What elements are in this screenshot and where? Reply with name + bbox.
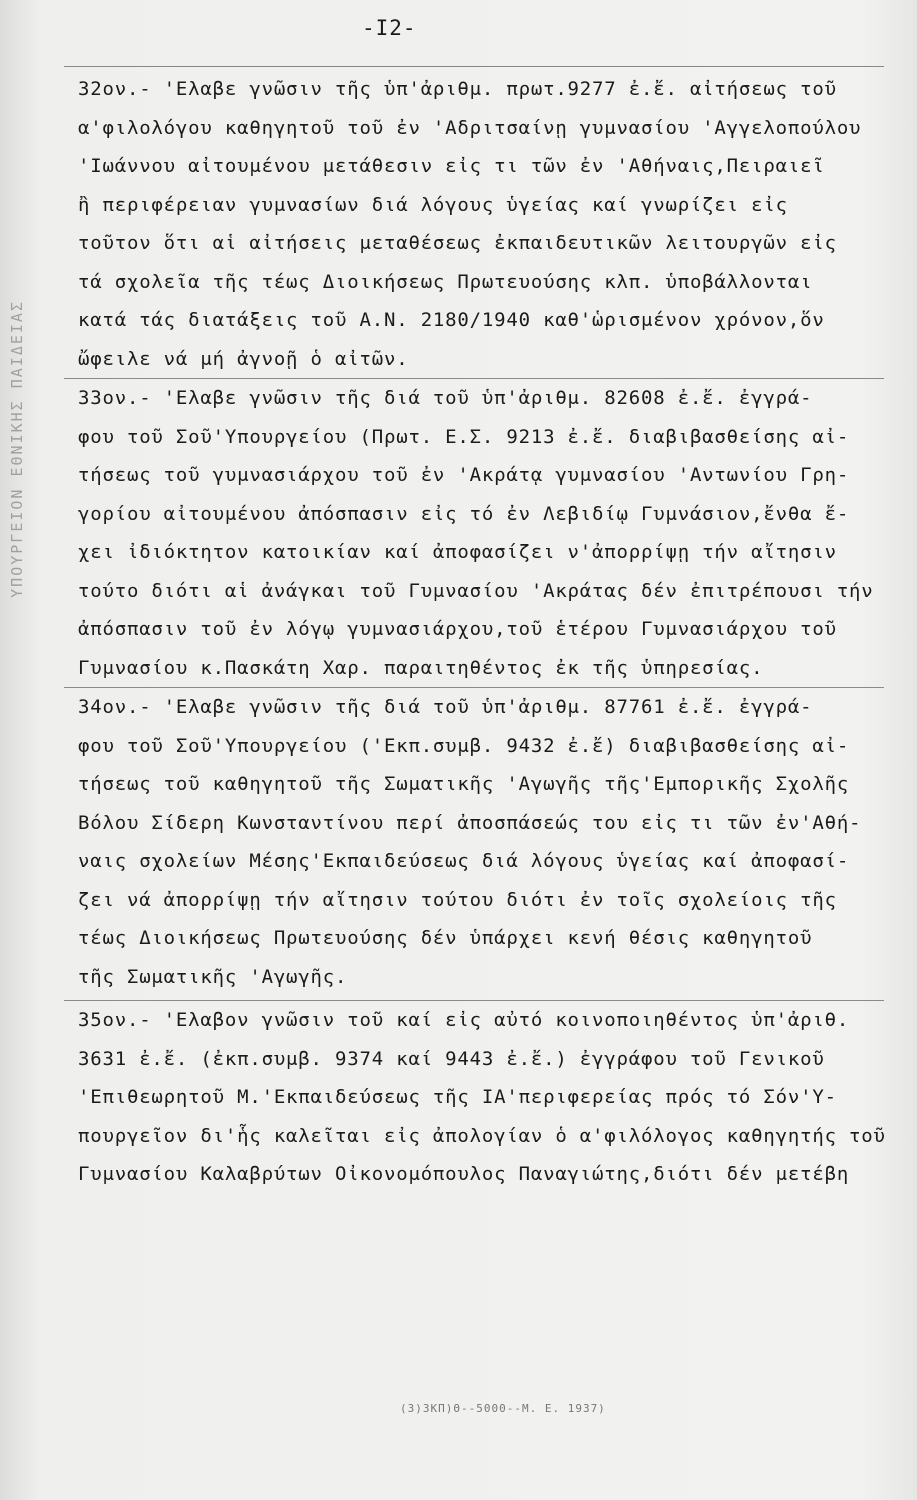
text-line: Γυμνασίου κ.Πασκάτη Χαρ. παραιτηθέντος ἐκ τῆς ὑπηρεσίας.	[78, 656, 764, 679]
text-line: φου τοῦ Σοῦ'Υπουργείου ('Εκπ.συμβ. 9432 ἐ.ἔ) διαβιβασθείσης αἰ-	[78, 734, 850, 757]
text-line: α'φιλολόγου καθηγητοῦ τοῦ ἐν 'Αδριτσαίνῃ γυμνασίου 'Αγγελοπούλου	[78, 116, 862, 139]
text-line: τήσεως τοῦ γυμνασιάρχου τοῦ ἐν 'Ακράτᾳ γυμνασίου 'Αντωνίου Γρη-	[78, 464, 850, 486]
text-line: τήσεως τοῦ καθηγητοῦ τῆς Σωματικῆς 'Αγωγῆς τῆς'Εμπορικῆς Σχολῆς	[78, 773, 850, 795]
top-rule	[64, 66, 884, 67]
text-line: Βόλου Σίδερη Κωνσταντίνου περί ἀποσπάσεώς του εἰς τι τῶν ἐν'Αθή-	[78, 811, 862, 834]
text-line: ἢ περιφέρειαν γυμνασίων διά λόγους ὑγείας καί γνωρίζει εἰς	[78, 193, 788, 216]
minutes-body	[78, 70, 908, 1194]
text-line: τά σχολεῖα τῆς τέως Διοικήσεως Πρωτευούσης κλπ. ὑποβάλλονται	[78, 270, 813, 293]
text-line: γορίου αἰτουμένου ἀπόσπασιν εἰς τό ἐν Λεβιδίῳ Γυμνάσιον,ἔνθα ἔ-	[78, 502, 850, 525]
text-line: 35ον.- 'Ελαβον γνῶσιν τοῦ καί εἰς αὐτό κοινοποιηθέντος ὑπ'ἀριθ.	[78, 1009, 850, 1031]
text-line: 34ον.- 'Ελαβε γνῶσιν τῆς διά τοῦ ὑπ'ἀριθμ. 87761 ἐ.ἔ. ἐγγρά-	[78, 696, 813, 718]
text-line: 'Ιωάννου αἰτουμένου μετάθεσιν εἰς τι τῶν ἐν 'Αθήναις,Πειραιεῖ	[78, 155, 825, 177]
entry-34	[78, 688, 908, 996]
text-line: κατά τάς διατάξεις τοῦ Α.Ν. 2180/1940 καθ'ὡρισμένον χρόνον,ὅν	[78, 309, 825, 331]
entry-32	[78, 70, 908, 378]
text-line: ἀπόσπασιν τοῦ ἐν λόγῳ γυμνασιάρχου,τοῦ ἑτέρου Γυμνασιάρχου τοῦ	[78, 618, 837, 640]
entry-33	[78, 379, 908, 687]
text-line: χει ἰδιόκτητον κατοικίαν καί ἀποφασίζει ν'ἀπορρίψῃ τήν αἴτησιν	[78, 541, 837, 563]
margin-stamp-text: ΥΠΟΥΡΓΕΙΟΝ ΕΘΝΙΚΗΣ ΠΑΙΔΕΙΑΣ	[8, 300, 26, 598]
text-line: ὤφειλε νά μή ἀγνοῇ ὁ αἰτῶν.	[78, 347, 409, 370]
text-line: τούτο διότι αἱ ἀνάγκαι τοῦ Γυμνασίου 'Ακράτας δέν ἐπιτρέπουσι τήν	[78, 579, 874, 602]
text-line: τῆς Σωματικῆς 'Αγωγῆς.	[78, 965, 348, 988]
text-line: πουργεῖον δι'ἧς καλεῖται εἰς ἀπολογίαν ὁ α'φιλόλογος καθηγητής τοῦ	[78, 1124, 886, 1147]
text-line: 33ον.- 'Ελαβε γνῶσιν τῆς διά τοῦ ὑπ'ἀριθμ. 82608 ἐ.ἔ. ἐγγρά-	[78, 387, 813, 409]
text-line: 'Επιθεωρητοῦ Μ.'Εκπαιδεύσεως τῆς ΙΑ'περιφερείας πρός τό Σόν'Υ-	[78, 1086, 837, 1108]
text-line: 3631 ἐ.ἔ. (ἐκπ.συμβ. 9374 καί 9443 ἐ.ἔ.) ἐγγράφου τοῦ Γενικοῦ	[78, 1047, 825, 1070]
text-line: ναις σχολείων Μέσης'Εκπαιδεύσεως διά λόγους ὑγείας καί ἀποφασί-	[78, 850, 850, 872]
page-number: -I2-	[362, 16, 417, 40]
text-line: ζει νά ἀπορρίψῃ τήν αἴτησιν τούτου διότι ἐν τοῖς σχολείοις τῆς	[78, 888, 837, 911]
text-line: τέως Διοικήσεως Πρωτευούσης δέν ὑπάρχει κενή θέσις καθηγητοῦ	[78, 927, 813, 949]
text-line: 32ον.- 'Ελαβε γνῶσιν τῆς ὑπ'ἀριθμ. πρωτ.9277 ἐ.ἔ. αἰτήσεως τοῦ	[78, 78, 837, 100]
text-line: φου τοῦ Σοῦ'Υπουργείου (Πρωτ. Ε.Σ. 9213 ἐ.ἔ. διαβιβασθείσης αἰ-	[78, 425, 850, 448]
entry-35	[78, 1001, 908, 1194]
printer-footer: (3)3ΚΠ)Θ--5000--Μ. Ε. 1937)	[400, 1402, 606, 1415]
text-line: τοῦτον ὅτι αἱ αἰτήσεις μεταθέσεως ἐκπαιδευτικῶν λειτουργῶν εἰς	[78, 232, 837, 254]
text-line: Γυμνασίου Καλαβρύτων Οἰκονομόπουλος Παναγιώτης,διότι δέν μετέβη	[78, 1163, 850, 1185]
